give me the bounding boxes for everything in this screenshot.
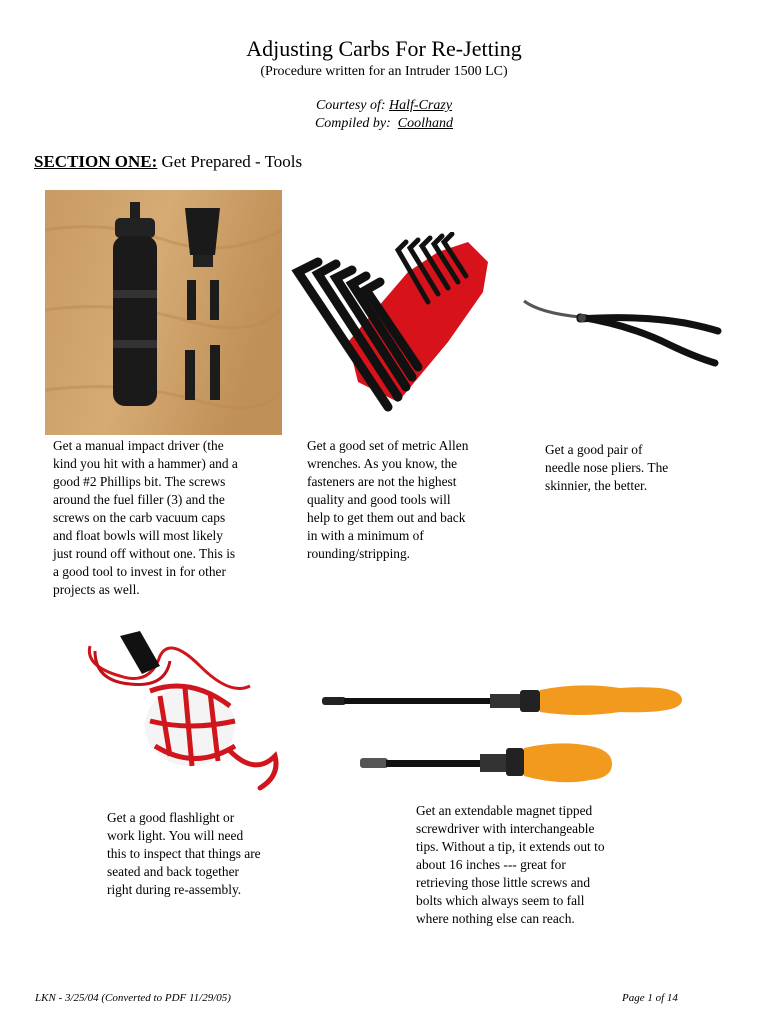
caption-line: screwdriver with interchangeable — [416, 821, 595, 836]
caption-line: projects as well. — [53, 582, 140, 597]
caption-line: right during re-assembly. — [107, 882, 242, 897]
caption-line: Get an extendable magnet tipped — [416, 803, 593, 818]
caption-line: retrieving those little screws and — [416, 875, 591, 890]
compiled-label: Compiled by: — [314, 116, 391, 131]
caption-line: Get a manual impact driver (the — [53, 438, 224, 453]
caption-line: bolts which always seem to fall — [416, 893, 585, 908]
caption-line: quality and good tools will — [307, 492, 451, 507]
section-heading — [34, 152, 302, 172]
caption-line: Get a good flashlight or — [107, 810, 235, 825]
caption-line: needle nose pliers. The — [545, 460, 669, 475]
magnet-screwdriver-icon — [320, 678, 685, 790]
caption-line: rounding/stripping. — [307, 546, 411, 561]
compiled-name: Coolhand — [397, 116, 454, 131]
caption-line: about 16 inches --- great for — [416, 857, 566, 872]
caption-line: Get a good pair of — [545, 442, 643, 457]
screwdriver-photo — [320, 678, 685, 790]
caption-line: a good tool to invest in for other — [53, 564, 226, 579]
caption-line: good #2 Phillips bit. The screws — [53, 474, 226, 489]
caption-line: tips. Without a tip, it extends out to — [416, 839, 605, 854]
caption-line: this to inspect that things are — [107, 846, 261, 861]
page-number: Page 1 of 14 — [622, 992, 678, 1004]
caption-line: in with a minimum of — [307, 528, 424, 543]
impact-driver-icon — [45, 190, 282, 435]
allen-wrench-set-icon — [288, 232, 494, 422]
courtesy-line — [0, 98, 768, 114]
pliers-caption — [545, 441, 745, 495]
impact-driver-photo — [45, 190, 282, 435]
section-label: SECTION ONE: — [34, 152, 158, 171]
caption-line: Get a good set of metric Allen — [307, 438, 469, 453]
caption-line: kind you hit with a hammer) and a — [53, 456, 238, 471]
document-subtitle: (Procedure written for an Intruder 1500 LC) — [260, 64, 508, 79]
section-title: Get Prepared - Tools — [161, 152, 303, 171]
document-title: Adjusting Carbs For Re-Jetting — [246, 36, 522, 61]
caption-line: screws on the carb vacuum caps — [53, 510, 226, 525]
work-light-caption — [107, 809, 317, 899]
caption-line: skinnier, the better. — [545, 478, 648, 493]
footer-date: LKN - 3/25/04 (Converted to PDF 11/29/05) — [35, 992, 231, 1004]
caption-line: and float bowls will most likely — [53, 528, 223, 543]
needle-nose-pliers-icon — [520, 295, 725, 370]
caption-line: around the fuel filler (3) and the — [53, 492, 225, 507]
allen-wrench-caption — [307, 437, 517, 563]
caption-line: just round off without one. This is — [53, 546, 236, 561]
caption-line: seated and back together — [107, 864, 239, 879]
caption-line: work light. You will need — [107, 828, 244, 843]
caption-line: fasteners are not the highest — [307, 474, 457, 489]
compiled-line — [0, 116, 768, 132]
courtesy-name: Half-Crazy — [389, 98, 453, 113]
caption-line: where nothing else can reach. — [416, 911, 575, 926]
work-light-icon — [80, 626, 290, 798]
screwdriver-caption — [416, 802, 656, 928]
allen-wrench-photo — [288, 232, 494, 422]
caption-line: help to get them out and back — [307, 510, 466, 525]
caption-line: wrenches. As you know, the — [307, 456, 458, 471]
work-light-photo — [80, 626, 290, 798]
impact-driver-caption — [53, 437, 283, 599]
courtesy-label: Courtesy of: — [315, 98, 386, 113]
pliers-photo — [520, 295, 725, 370]
